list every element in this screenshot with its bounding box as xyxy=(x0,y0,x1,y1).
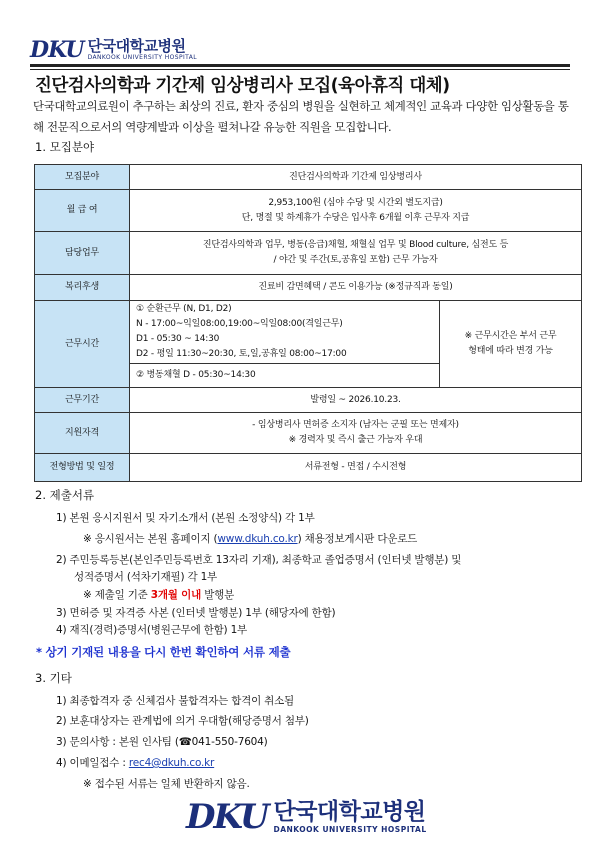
salary-line-1: 2,953,100원 (심야 수당 및 시간외 별도지급) xyxy=(268,197,443,208)
hours-label: 근무시간 xyxy=(35,301,130,388)
header-rule-thin xyxy=(30,69,570,70)
documents-item-2-line-1: 2) 주민등록등본(본인주민등록번호 13자리 기재), 최종학교 졸업증명서 (인터넷 발행분) 및 xyxy=(56,554,462,566)
notice-recheck: * 상기 기재된 내용을 다시 한번 확인하여 서류 제출 xyxy=(36,645,291,659)
qualification-line-2: ※ 경력자 및 즉시 출근 가능자 우대 xyxy=(288,435,423,445)
email-link[interactable]: rec4@dkuh.co.kr xyxy=(128,757,215,769)
note-text: ) 채용정보게시판 다운로드 xyxy=(297,533,418,545)
hours-ward: ② 병동채혈 D - 05:30~14:30 xyxy=(130,364,440,388)
duty-line-1: 진단검사의학과 업무, 병동(응급)채혈, 채혈실 업무 및 Blood culture, 심전도 등 xyxy=(202,240,509,250)
hours-rotation-line-2: N - 17:00~익일08:00,19:00~익일08:00(격일근무) xyxy=(136,319,343,329)
table-row xyxy=(35,232,582,275)
hours-note-line-1: ※ 근무시간은 부서 근무 xyxy=(464,331,557,341)
field-value: 진단검사의학과 기간제 임상병리사 xyxy=(130,165,582,190)
section-2-title: 2. 제출서류 xyxy=(35,488,95,502)
footer-logo xyxy=(186,797,427,837)
salary-line-2: 단, 명절 및 하계휴가 수당은 입사후 6개월 이후 근무자 지급 xyxy=(241,212,470,223)
footer-logo-korean: 단국대학교병원 xyxy=(273,799,426,825)
other-item-3: 3) 문의사항 : 본원 인사팀 (☎041-550-7604) xyxy=(56,736,268,748)
qualification-label: 지원자격 xyxy=(35,413,130,454)
process-value: 서류전형 - 면접 / 수시전형 xyxy=(130,454,582,482)
other-item-2: 2) 보훈대상자는 관계법에 의거 우대함(해당증명서 첨부) xyxy=(56,715,309,727)
salary-value xyxy=(130,190,582,232)
qualification-line-1: - 임상병리사 면허증 소지자 (남자는 군필 또는 면제자) xyxy=(252,420,459,430)
logo-mark: DKU xyxy=(30,37,84,63)
welfare-label: 복리후생 xyxy=(35,275,130,301)
qualification-value xyxy=(130,413,582,454)
hours-note-line-2: 형태에 따라 변경 가능 xyxy=(468,346,553,356)
intro-paragraph: 단국대학교의료원이 추구하는 최상의 진료, 환자 중심의 병원을 실현하고 체계적인 교육과 다양한 임상활동을 통해 전문직으로서의 역량계발과 이상을 펼쳐나갈 유능한 직원을 모집합니다. xyxy=(33,99,569,134)
section-1-title: 1. 모집분야 xyxy=(35,140,95,154)
homepage-link[interactable]: www.dkuh.co.kr xyxy=(217,533,298,545)
duty-line-2: / 야간 및 주간(토,공휴일 포함) 근무 가능자 xyxy=(273,255,438,265)
table-row xyxy=(35,165,582,190)
hours-rotation-line-4: D2 - 평일 11:30~20:30, 토,일,공휴일 08:00~17:00 xyxy=(136,349,347,359)
logo-korean: 단국대학교병원 xyxy=(87,37,186,55)
note-text: ※ 응시원서는 본원 홈페이지 ( xyxy=(83,533,218,545)
table-row xyxy=(35,301,582,364)
hours-rotation-line-3: D1 - 05:30 ~ 14:30 xyxy=(136,334,220,344)
documents-item-1: 1) 본원 응시지원서 및 자기소개서 (본원 소정양식) 각 1부 xyxy=(56,512,315,524)
other-item-4 xyxy=(56,755,214,770)
logo-english: DANKOOK UNIVERSITY HOSPITAL xyxy=(87,54,198,61)
salary-label: 월 급 여 xyxy=(35,190,130,232)
header-rule-thick xyxy=(30,64,570,67)
documents-item-1-note xyxy=(83,531,417,546)
table-row xyxy=(35,413,582,454)
header-logo xyxy=(30,38,197,61)
footer-logo-english: DANKOOK UNIVERSITY HOSPITAL xyxy=(273,825,427,834)
documents-item-3: 3) 면허증 및 자격증 사본 (인터넷 발행분) 1부 (해당자에 한함) xyxy=(56,607,336,619)
recruit-table xyxy=(34,164,582,482)
duty-label: 담당업무 xyxy=(35,232,130,275)
period-value: 발령일 ~ 2026.10.23. xyxy=(130,388,582,413)
table-row xyxy=(35,388,582,413)
period-label: 근무기간 xyxy=(35,388,130,413)
page-title: 진단검사의학과 기간제 임상병리사 모집(육아휴직 대체) xyxy=(35,76,450,96)
documents-item-4: 4) 재직(경력)증명서(병원근무에 한함) 1부 xyxy=(56,624,248,636)
table-row xyxy=(35,275,582,301)
note-text: ※ 제출일 기준 xyxy=(83,589,151,601)
table-row xyxy=(35,190,582,232)
table-row xyxy=(35,454,582,482)
section-3-title: 3. 기타 xyxy=(35,671,72,685)
duty-value xyxy=(130,232,582,275)
highlight-three-months: 3개월 이내 xyxy=(150,589,202,601)
footer-logo-mark: DKU xyxy=(186,797,268,837)
welfare-value: 진료비 감면혜택 / 콘도 이용가능 (※정규직과 동일) xyxy=(130,275,582,301)
hours-rotation-line-1: ① 순환근무 (N, D1, D2) xyxy=(136,304,232,314)
field-label: 모집분야 xyxy=(35,165,130,190)
hours-rotation xyxy=(130,301,440,364)
process-label: 전형방법 및 일정 xyxy=(35,454,130,482)
documents-item-2-note xyxy=(83,587,234,602)
email-label: 4) 이메일접수 : xyxy=(56,757,129,769)
hours-note xyxy=(440,301,582,388)
documents-item-2-line-2: 성적증명서 (석차기재필) 각 1부 xyxy=(74,571,218,583)
other-note: ※ 접수된 서류는 일체 반환하지 않음. xyxy=(83,778,250,790)
note-text: 발행분 xyxy=(201,589,235,601)
other-item-1: 1) 최종합격자 중 신체검사 불합격자는 합격이 취소됨 xyxy=(56,695,295,707)
